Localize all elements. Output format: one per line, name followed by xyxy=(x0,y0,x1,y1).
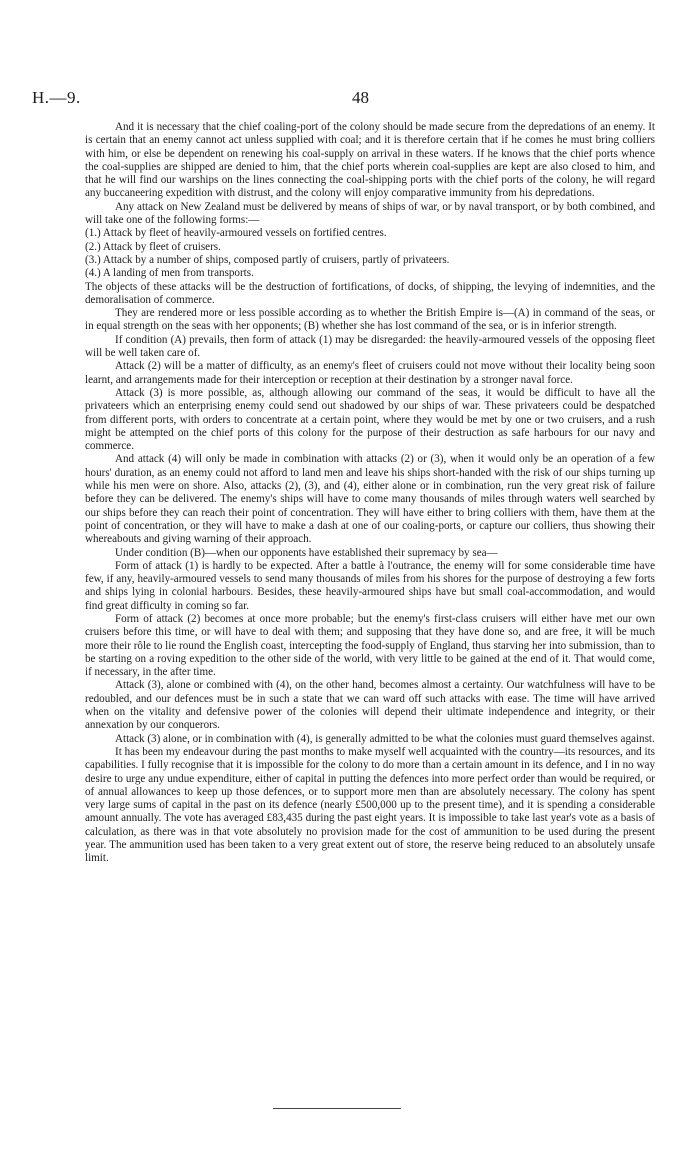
paragraph: It has been my endeavour during the past months to make myself well acquainted with the country—its resources, and its capabilities. I fully recognise that it is impossible for the colony to do more than a certain amount in its defence, and I in no way desire to urge any undue expenditure, either of capital in putting the defences into more perfect order than would be required, or of annual allowances to keep up those defences, or to support more men than are absolutely necessary. The colony has spent very large sums of capital in the past on its defence (nearly £500,000 up to the present time), and it is spending a considerable amount annually. The vote has averaged £83,435 during the past eight years. It is impossible to take last year's vote as a basis of calculation, as there was in that vote absolutely no provision made for the cost of ammunition to be used during the present year. The ammunition used has been taken to a very great extent out of store, the reserve being reduced to an absolutely unsafe limit. xyxy=(85,745,655,865)
paragraph: If condition (A) prevails, then form of attack (1) may be disregarded: the heavily-armoured vessels of the opposing fleet will be well taken care of. xyxy=(85,333,655,360)
paragraph: And it is necessary that the chief coaling-port of the colony should be made secure from the depredations of an enemy. It is certain that an enemy cannot act unless supplied with coal; and it is therefore certain that if he comes he must bring colliers with him, or else be dependent on renewing his coal-supply on arrival in these waters. If he knows that the chief ports whence the coal-supplies are shipped are denied to him, that the chief ports wherein coal-supplies are kept are also closed to him, and that he will find our warships on the lines connecting the coal-shipping ports with the chief ports of the colony, he will regard any buccaneering expedition with distrust, and the colony will enjoy comparative immunity from his depredations. xyxy=(85,121,655,200)
paragraph: Attack (2) will be a matter of difficulty, as an enemy's fleet of cruisers could not move without their locality being soon learnt, and arrangements made for their interception or reception at their destination by a stronger naval force. xyxy=(85,360,655,386)
paragraph: Attack (3), alone or combined with (4), on the other hand, becomes almost a certainty. Our watchfulness will have to be redoubled, and our defences must be in such a state that we can ward off such attacks with ease. The time will have arrived when on the vitality and defensive power of the colonies will depend their ultimate independence and integrity, or their annexation by our conquerors. xyxy=(85,679,655,732)
list-item: (1.) Attack by fleet of heavily-armoured vessels on fortified centres. xyxy=(85,227,387,240)
paragraph: Form of attack (1) is hardly to be expected. After a battle à l'outrance, the enemy will for some considerable time have few, if any, heavily-armoured vessels to send many thousands of miles from his shores for the purpose of destroying a few forts and ships lying in colonial harbours. Besides, these heavily-armoured ships have but small coal-accommodation, and would find great difficulty in coming so far. xyxy=(85,559,655,612)
list-item: (2.) Attack by fleet of cruisers. xyxy=(85,240,221,253)
paragraph: The objects of these attacks will be the destruction of fortifications, of docks, of shipping, the levying of indemnities, and the demoralisation of commerce. xyxy=(85,280,655,306)
paragraph: Attack (3) alone, or in combination with (4), is generally admitted to be what the colonies must guard themselves against. xyxy=(115,732,655,745)
paragraph: Form of attack (2) becomes at once more probable; but the enemy's first-class cruisers will either have met our own cruisers before this time, or will have to deal with them; and supposing that they have done so, and are free, it will be much more their rôle to lie round the English coast, intercepting the food-supply of England, thus starving her into submission, than to be starting on a roving expedition to the other side of the world, with very little to be gained at the end of it. That would come, if necessary, in the after time. xyxy=(85,612,655,679)
series-reference: H.—9. xyxy=(32,88,81,107)
body-text xyxy=(85,121,655,866)
paragraph: And attack (4) will only be made in combination with attacks (2) or (3), when it would only be an operation of a few hours' duration, as an enemy could not afford to land men and leave his ships short-handed with the risk of our ships turning up while his men were on shore. Also, attacks (2), (3), and (4), either alone or in combination, run the very great risk of failure before they can be delivered. The enemy's ships will have to come many thousands of miles through waters well searched by our ships before they can reach their point of concentration. They will have either to bring colliers with them, have them at the point of concentration, or they will have to make a dash at one of our coaling-ports, or capture our colliers, thus showing their whereabouts and giving warning of their approach. xyxy=(85,453,655,546)
paragraph: Attack (3) is more possible, as, although allowing our command of the seas, it would be difficult to have all the privateers which an enterprising enemy could send out shadowed by our ships of war. These privateers could be despatched from different ports, with orders to concentrate at a certain point, where they would be met by one or two cruisers, and a rush might be attempted on the chief ports of this colony for the purpose of their destruction as safe harbours for our navy and commerce. xyxy=(85,386,655,453)
paragraph: Under condition (B)—when our opponents have established their supremacy by sea— xyxy=(115,546,498,559)
end-rule xyxy=(273,1108,401,1109)
list-item: (3.) Attack by a number of ships, composed partly of cruisers, partly of privateers. xyxy=(85,253,450,266)
paragraph: Any attack on New Zealand must be delivered by means of ships of war, or by naval transport, or by both combined, and will take one of the following forms:— xyxy=(85,200,655,227)
paragraph: They are rendered more or less possible according as to whether the British Empire is—(A) in command of the seas, or in equal strength on the seas with her opponents; (B) whether she has lost command of the sea, or is in inferior strength. xyxy=(85,307,655,333)
list-item: (4.) A landing of men from transports. xyxy=(85,267,254,280)
page-number: 48 xyxy=(352,88,369,107)
